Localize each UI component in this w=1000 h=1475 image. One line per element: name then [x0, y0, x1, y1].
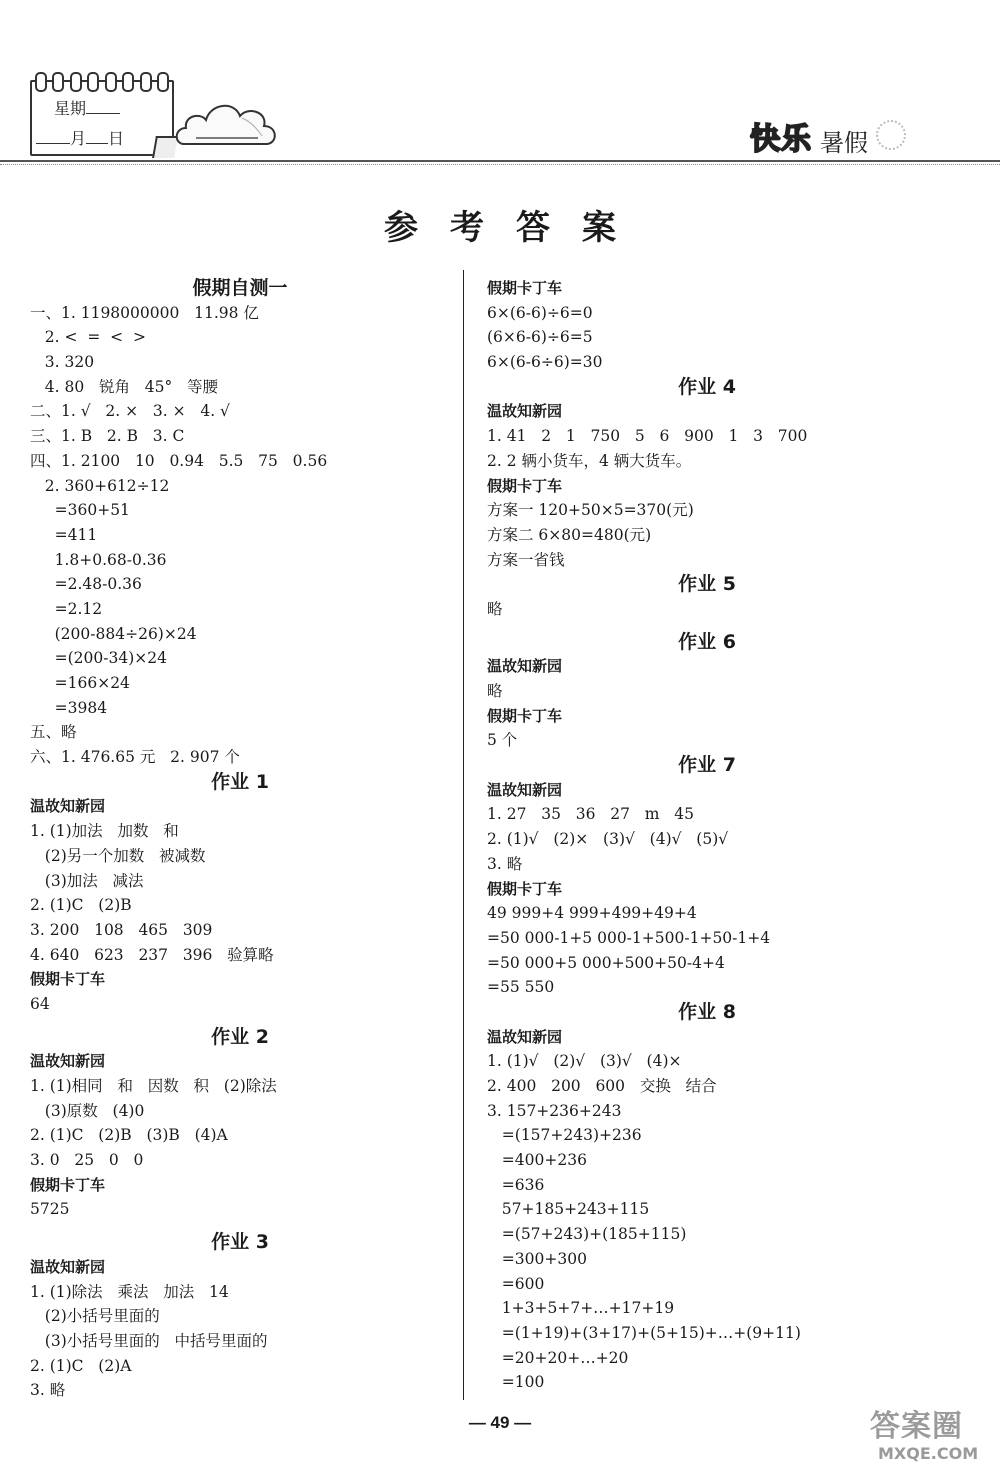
answer-line: =600 [487, 1274, 545, 1293]
month-blank [36, 129, 70, 144]
answer-line: 49 999+4 999+499+49+4 [487, 904, 697, 923]
brand-logo [750, 112, 940, 158]
day-label: 日 [108, 129, 125, 148]
date-line [32, 126, 172, 149]
answer-line: =300+300 [487, 1249, 587, 1268]
date-calendar-box [30, 80, 174, 156]
subsection-heading: 假期卡丁车 [487, 476, 563, 495]
answer-line: =(157+243)+236 [487, 1126, 642, 1145]
cloud-icon [172, 86, 282, 156]
answer-line: =(1+19)+(3+17)+(5+15)+…+(9+11) [487, 1323, 801, 1342]
answer-line: 4. 80 锐角 45° 等腰 [30, 377, 219, 396]
answer-line: =2.12 [30, 599, 103, 618]
answer-line: =55 550 [487, 978, 555, 997]
answer-line: 五、略 [30, 723, 77, 742]
answer-line: 1. (1)相同 和 因数 积 (2)除法 [30, 1077, 277, 1095]
section-heading: 作业 4 [678, 375, 736, 398]
answer-line: =411 [30, 525, 98, 544]
section-heading: 作业 2 [211, 1025, 269, 1048]
watermark-url: MXQE.COM [878, 1444, 979, 1463]
answer-line: (3)小括号里面的 中括号里面的 [30, 1331, 268, 1350]
sun-icon [876, 120, 906, 150]
answer-line: =(200-34)×24 [30, 649, 167, 668]
answer-line: 方案一 120+50×5=370(元) [487, 501, 694, 520]
answer-line: =400+236 [487, 1151, 587, 1170]
answer-line: 方案一省钱 [487, 550, 565, 569]
answer-line: 5725 [30, 1200, 70, 1219]
watermark-logo-text: 答案圈 [870, 1409, 963, 1444]
spacer [30, 1222, 450, 1230]
answer-line: 1. (1)√ (2)√ (3)√ (4)× [487, 1052, 682, 1071]
weekday-blank [86, 99, 120, 114]
weekday-line [32, 96, 172, 119]
answer-line: =20+20+…+20 [487, 1348, 629, 1367]
answer-line: 一、1. 1198000000 11.98 亿 [30, 303, 259, 322]
section-heading: 作业 7 [678, 754, 736, 777]
subsection-heading: 温故知新园 [30, 1257, 106, 1276]
brand-subtitle: 暑假 [820, 129, 868, 157]
answer-line: 2. 2 辆小货车，4 辆大货车。 [487, 451, 692, 470]
answer-line: 64 [30, 994, 50, 1013]
section-heading: 作业 1 [211, 770, 269, 793]
answer-line: =50 000-1+5 000-1+500-1+50-1+4 [487, 928, 771, 947]
answer-line: 略 [487, 599, 503, 618]
answer-line: 6×(6-6÷6)=30 [487, 353, 603, 372]
subsection-heading: 温故知新园 [30, 797, 106, 816]
answer-line: =3984 [30, 698, 108, 717]
answer-line: (3)加法 减法 [30, 871, 144, 890]
answer-line: 3. 320 [30, 353, 95, 372]
answer-line: 略 [487, 682, 503, 700]
section-heading: 作业 3 [211, 1231, 269, 1254]
answer-line: =360+51 [30, 501, 130, 520]
answer-line: 3. 略 [487, 854, 523, 873]
left-answer-column [30, 276, 450, 1403]
header-divider-dotted [0, 164, 1000, 165]
section-heading: 假期自测一 [192, 277, 288, 299]
answer-line: 3. 200 108 465 309 [30, 920, 213, 939]
answer-line: 2. < = < > [30, 328, 147, 347]
answer-line: 1.8+0.68-0.36 [30, 550, 167, 569]
answer-line: (6×6-6)÷6=5 [487, 328, 593, 347]
subsection-heading: 假期卡丁车 [487, 279, 563, 297]
answer-line: 3. 0 25 0 0 [30, 1151, 144, 1170]
answer-line: 1+3+5+7+…+17+19 [487, 1299, 675, 1318]
page-title: 参考答案 [384, 208, 648, 248]
page-number: — 49 — [468, 1413, 532, 1432]
month-label: 月 [70, 129, 87, 148]
answer-line: 2. 360+612÷12 [30, 476, 170, 495]
answer-line: (200-884÷26)×24 [30, 624, 197, 643]
column-divider [463, 270, 464, 1400]
answer-line: =50 000+5 000+500+50-4+4 [487, 953, 725, 972]
answer-line: =100 [487, 1373, 545, 1392]
subsection-heading: 温故知新园 [487, 657, 563, 676]
answer-line: 57+185+243+115 [487, 1200, 650, 1219]
answer-line: 2. 400 200 600 交换 结合 [487, 1077, 717, 1095]
answer-line: 3. 157+236+243 [487, 1101, 622, 1120]
subsection-heading: 温故知新园 [487, 1027, 563, 1046]
weekday-label: 星期 [54, 99, 87, 118]
answer-line: 1. (1)加法 加数 和 [30, 822, 179, 841]
subsection-heading: 假期卡丁车 [487, 706, 563, 725]
subsection-heading: 温故知新园 [30, 1052, 106, 1071]
answer-line: 1. (1)除法 乘法 加法 14 [30, 1282, 229, 1301]
spacer [487, 622, 927, 630]
calendar-rings-icon [32, 72, 172, 88]
answer-line: 4. 640 623 237 396 验算略 [30, 945, 274, 964]
answer-line: 1. 41 2 1 750 5 6 900 1 3 700 [487, 427, 808, 446]
subsection-heading: 温故知新园 [487, 780, 563, 799]
answer-line: 6×(6-6)÷6=0 [487, 303, 593, 322]
answer-line: (3)原数 (4)0 [30, 1101, 145, 1120]
spacer [30, 1017, 450, 1025]
subsection-heading: 假期卡丁车 [30, 1175, 106, 1194]
answer-line: 5 个 [487, 731, 518, 750]
section-heading: 作业 5 [678, 573, 736, 596]
answer-line: 2. (1)C (2)B [30, 896, 132, 915]
brand-title: 快乐 [750, 122, 812, 157]
answer-line: 2. (1)C (2)B (3)B (4)A [30, 1126, 228, 1145]
answer-line: 六、1. 476.65 元 2. 907 个 [30, 748, 240, 767]
day-blank [86, 129, 108, 144]
answer-line: 3. 略 [30, 1381, 66, 1400]
answer-line: 方案二 6×80=480(元) [487, 525, 652, 544]
header-divider [0, 160, 1000, 162]
answer-line: (2)另一个加数 被减数 [30, 846, 206, 865]
answer-line: 四、1. 2100 10 0.94 5.5 75 0.56 [30, 451, 328, 470]
answer-line: =636 [487, 1175, 545, 1194]
answer-line: (2)小括号里面的 [30, 1307, 160, 1326]
site-watermark [870, 1410, 995, 1470]
section-heading: 作业 8 [678, 1000, 736, 1023]
answer-line: 二、1. √ 2. × 3. × 4. √ [30, 402, 230, 421]
section-heading: 作业 6 [678, 630, 736, 653]
answer-line: 2. (1)C (2)A [30, 1356, 132, 1375]
answer-line: 1. 27 35 36 27 m 45 [487, 805, 694, 824]
subsection-heading: 假期卡丁车 [30, 970, 106, 989]
answer-line: =166×24 [30, 674, 130, 692]
answer-line: =2.48-0.36 [30, 575, 142, 594]
right-answer-column [487, 276, 927, 1395]
subsection-heading: 假期卡丁车 [487, 879, 563, 898]
answer-line: =(57+243)+(185+115) [487, 1225, 687, 1244]
answer-line: 2. (1)√ (2)× (3)√ (4)√ (5)√ [487, 830, 729, 849]
subsection-heading: 温故知新园 [487, 402, 563, 421]
answer-line: 三、1. B 2. B 3. C [30, 427, 185, 446]
